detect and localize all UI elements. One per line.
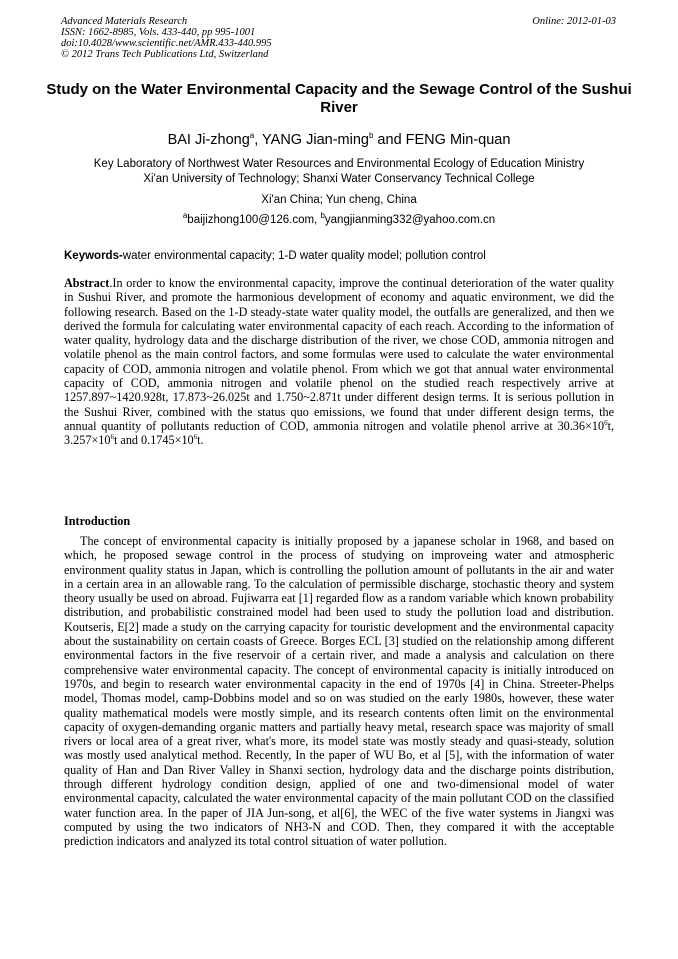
affiliation-location: Xi'an China; Yun cheng, China (261, 194, 417, 206)
affiliation-line: Key Laboratory of Northwest Water Resources and Environmental Ecology of Education Ministry (93, 158, 585, 170)
abstract-text: t, 3.257×10 (64, 418, 614, 448)
abstract-label: Abstract (64, 276, 110, 290)
email-superscript: a (182, 211, 188, 221)
abstract-text: t. (197, 433, 204, 448)
abstract-text: .In order to know the environmental capacity, improve the continual deterioration of the water quality in Sushui River, and promote the harmonious development of economy and aquatic environment, we did the following research. Based on the 1-D steady-state water quality model, the outfalls are generalized, and then we derived the formula for calculating water environmental capacity of each reach. According to the information of water quality, hydrology data and the discharge distribution of the river, we chose COD, ammonia nitrogen and volatile phenol as the main control factors, and some formulas were used to calculate the water environmental capacity of COD, ammonia nitrogen and volatile phenol. From which we got that annual water environmental capacity of COD, ammonia nitrogen and volatile phenol on the studied reach respectively arrive at 1257.897~1420.928t, 17.873~26.025t and 1.750~2.871t under different design terms. It is serious pollution in the Sushui River, combined with the status quo emissions, we found that under different design terms, the annual quantity of pollutants reduction of COD, ammonia nitrogen and volatile phenol arrive at 30.36×10 (64, 276, 614, 433)
exponent: 6 (604, 418, 608, 427)
author-superscript: a (249, 131, 255, 141)
author-separator: and (373, 132, 406, 148)
author-separator: , (254, 132, 263, 148)
author-name: BAI Ji-zhong (167, 132, 250, 148)
affiliation-line: Xi'an University of Technology; Shanxi Water Conservancy Technical College (143, 173, 535, 185)
email-address: baijizhong100@126.com, (187, 214, 321, 226)
journal-header (61, 16, 616, 60)
copyright-line: © 2012 Trans Tech Publications Ltd, Switzerland (61, 49, 269, 60)
introduction-paragraph: The concept of environmental capacity is initially proposed by a japanese scholar in 1968, and based on which, he proposed sewage control in the process of studying on improveing water and atmospheric environment quality status in Japan, which is controlling the pollution amount of pollutants in the air and water in a certain area in an allowable rang. To the calculation of permissible discharge, stochastic theory and system theory usually be used on abroad. Fujiwarra eat [1] regarded flow as a random variable which known probability distribution, and probabilistic constrained model had been used to study the pollution load and distribution. Koutseris, E[2] made a study on the carrying capacity for touristic development and the environmental capacity about the sustainability on certain coasts of Greece. Borges ECL [3] studied on the relationship among different environmental factors in the five reservoir of a certain river, and made a analysis and calculation on there comprehensive water environmental capacity. The concept of environmental capacity is initially introduced on 1970s, and begin to research water environmental capacity in the end of 1970s [4] in China. Streeter-Phelps model, Thomas model, camp-Dobbins model and so on was studied on the early 1980s, however, these water quality mathematical models were mostly simple, and its research contents often limit on the environmental capacity of oxygen-demanding organic matters and partially heavy metal, research space was majority of small rivers or local area of a great river, what's more, its model state was mostly steady and quasi-steady, solution was mostly used analytical method. Recently, In the paper of WU Bo, et al [5], with the information of water quality of Han and Dan River Valley in Shanxi section, hydrology data and the discharge points distribution, through different hydrology condition design, applied of one and two-dimensional model of water environmental capacity, calculated the water environmental capacity of the main pollutant COD on the classified water function area. In the paper of JIA Jun-song, et al[6], the WEC of the five water systems in Jiangxi was computed by using the two indicators of NH3-N and COD. Then, they compared it with the acceptable prediction indicators and analyzed its total control situation of water pollution. (64, 534, 614, 849)
exponent: 6 (110, 433, 114, 442)
journal-name: Advanced Materials Research (61, 16, 188, 27)
author-name: YANG Jian-ming (262, 132, 369, 148)
section-heading: Introduction (64, 514, 131, 528)
exponent: 6 (193, 433, 198, 442)
author-name: FENG Min-quan (405, 132, 511, 148)
email-address: yangjianming332@yahoo.com.cn (324, 214, 496, 226)
issn-line: ISSN: 1662-8985, Vols. 433-440, pp 995-1001 (61, 27, 256, 38)
author-list (40, 131, 638, 149)
keywords-label: Keywords- (64, 250, 123, 262)
author-emails (40, 213, 638, 227)
author-superscript: b (368, 131, 374, 141)
keywords (64, 249, 624, 263)
keywords-text: water environmental capacity; 1-D water quality model; pollution control (122, 250, 486, 262)
online-date: Online: 2012-01-03 (532, 16, 616, 27)
abstract-text: t and 0.1745×10 (113, 433, 194, 448)
email-superscript: b (320, 211, 325, 221)
doi-line: doi:10.4028/www.scientific.net/AMR.433-440.995 (61, 38, 272, 49)
abstract (64, 276, 614, 448)
paper-title: Study on the Water Environmental Capacity and the Sewage Control of the Sushui River (46, 81, 632, 116)
